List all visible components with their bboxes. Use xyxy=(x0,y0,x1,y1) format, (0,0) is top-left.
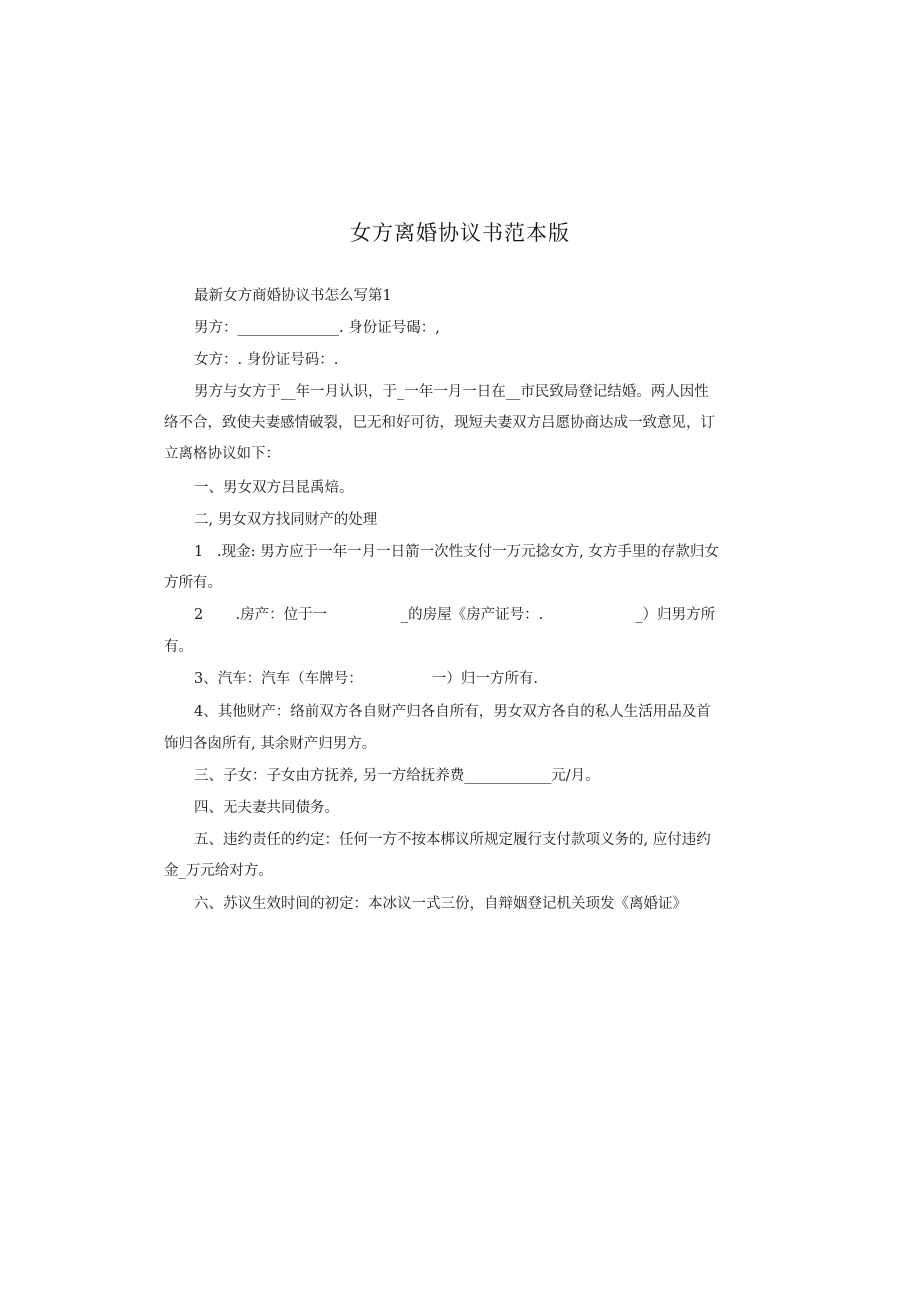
paragraph-line: 男方：______________. 身份证号碣：, xyxy=(194,320,440,336)
paragraph-line: 立离格协议如下： xyxy=(164,446,280,462)
paragraph-line: 男方与女方于__年一月认识，于_一年一月一日在__市民致局登记结婚。两人因性 xyxy=(194,384,709,400)
document-title: 女方离婚协议书范本版 xyxy=(350,221,570,245)
paragraph-line: 五、违约责任的约定：任何一方不按本梆议所规定履行支付款项义务的, 应付违约 xyxy=(194,832,711,848)
paragraph-line: 2 .房产：位于一 _的房屋《房产证号：. _）归男方所 xyxy=(194,607,716,623)
paragraph-line: 1 .现金: 男方应于一年一月一日箭一次性支付一万元捻女方, 女方手里的存款归女 xyxy=(194,544,719,560)
paragraph-line: 三、子女：子女由方抚养, 另一方给抚养费____________元/月。 xyxy=(194,768,600,784)
paragraph-line: 方所有。 xyxy=(164,575,222,591)
paragraph-line: 3、汽车：汽车（车牌号： 一）归一方所有. xyxy=(194,671,538,687)
paragraph-line: 女方：. 身份证号码：. xyxy=(194,352,339,368)
paragraph-line: 有。 xyxy=(164,639,193,655)
paragraph-line: 金_万元给对方。 xyxy=(164,863,273,879)
paragraph-line: 六、苏议生效时间的初定：本冰议一式三份，自辩姻登记机关顼发《离婚证》 xyxy=(194,896,687,912)
paragraph-line: 络不合，致使夫妻感情破裂，巳无和好可彷，现短夫妻双方吕愿协商达成一致意见，订 xyxy=(164,415,715,431)
paragraph-line: 最新女方商婚协议书怎么写第1 xyxy=(194,288,392,304)
paragraph-line: 二, 男女双方找同财产的处理 xyxy=(194,512,378,528)
paragraph-line: 4、其他财产：络前双方各自财产归各自所有，男女双方各自的私人生活用品及首 xyxy=(194,704,711,720)
paragraph-line: 四、无夫妻共同债务。 xyxy=(194,800,339,816)
paragraph-line: 一、男女双方吕昆禹焙。 xyxy=(194,480,354,496)
paragraph-line: 饰归各囱所有, 其余财产归男方。 xyxy=(164,736,377,752)
